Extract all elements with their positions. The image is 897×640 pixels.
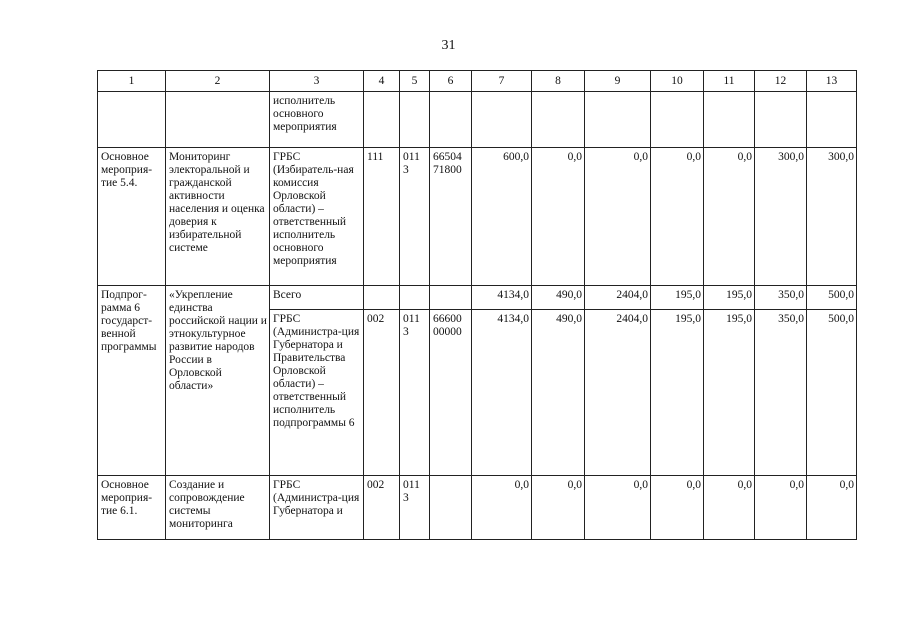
value-cell: 350,0 bbox=[755, 286, 807, 310]
section-code-cell: 011 3 bbox=[400, 310, 430, 476]
table-cell bbox=[532, 92, 585, 148]
program-label-cell: Основное мероприя-тие 6.1. bbox=[98, 476, 166, 540]
table-cell bbox=[98, 92, 166, 148]
program-title-cell: Мониторинг электоральной и гражданской активности населения и оценка доверия к избирательной системе bbox=[166, 148, 270, 286]
table-cell bbox=[807, 92, 857, 148]
grbs-code-cell: 111 bbox=[364, 148, 400, 286]
value-cell: 2404,0 bbox=[585, 310, 651, 476]
value-cell: 0,0 bbox=[532, 476, 585, 540]
value-cell: 195,0 bbox=[704, 310, 755, 476]
value-cell: 350,0 bbox=[755, 310, 807, 476]
grbs-code-cell: 002 bbox=[364, 310, 400, 476]
grbs-code-cell: 002 bbox=[364, 476, 400, 540]
table-cell bbox=[364, 286, 400, 310]
executor-cell: исполнитель основного мероприятия bbox=[270, 92, 364, 148]
value-cell: 0,0 bbox=[472, 476, 532, 540]
table-cell bbox=[430, 286, 472, 310]
budget-table bbox=[97, 70, 857, 540]
value-cell: 500,0 bbox=[807, 286, 857, 310]
value-cell: 195,0 bbox=[651, 286, 704, 310]
table-cell bbox=[166, 92, 270, 148]
table-cell bbox=[755, 92, 807, 148]
value-cell: 0,0 bbox=[651, 148, 704, 286]
target-code-cell: 66504 71800 bbox=[430, 148, 472, 286]
executor-cell: Всего bbox=[270, 286, 364, 310]
value-cell: 300,0 bbox=[755, 148, 807, 286]
header-cell: 6 bbox=[430, 71, 472, 92]
table-cell bbox=[704, 92, 755, 148]
value-cell: 0,0 bbox=[651, 476, 704, 540]
table-cell bbox=[400, 286, 430, 310]
header-row bbox=[98, 71, 857, 92]
header-cell: 7 bbox=[472, 71, 532, 92]
value-cell: 0,0 bbox=[704, 476, 755, 540]
table-cell bbox=[430, 476, 472, 540]
value-cell: 195,0 bbox=[651, 310, 704, 476]
table-row bbox=[98, 92, 857, 148]
table-cell bbox=[400, 92, 430, 148]
header-cell: 5 bbox=[400, 71, 430, 92]
table-cell bbox=[651, 92, 704, 148]
section-code-cell: 011 3 bbox=[400, 476, 430, 540]
header-cell: 9 bbox=[585, 71, 651, 92]
header-cell: 8 bbox=[532, 71, 585, 92]
value-cell: 600,0 bbox=[472, 148, 532, 286]
value-cell: 490,0 bbox=[532, 286, 585, 310]
header-cell: 11 bbox=[704, 71, 755, 92]
header-cell: 4 bbox=[364, 71, 400, 92]
value-cell: 0,0 bbox=[704, 148, 755, 286]
value-cell: 0,0 bbox=[585, 148, 651, 286]
value-cell: 0,0 bbox=[755, 476, 807, 540]
header-cell: 3 bbox=[270, 71, 364, 92]
value-cell: 490,0 bbox=[532, 310, 585, 476]
value-cell: 0,0 bbox=[585, 476, 651, 540]
executor-cell: ГРБС (Администра-ция Губернатора и Правительства Орловской области) – ответственный исполнитель подпрограммы 6 bbox=[270, 310, 364, 476]
table-cell bbox=[364, 92, 400, 148]
value-cell: 0,0 bbox=[532, 148, 585, 286]
header-cell: 2 bbox=[166, 71, 270, 92]
value-cell: 4134,0 bbox=[472, 286, 532, 310]
value-cell: 2404,0 bbox=[585, 286, 651, 310]
target-code-cell: 66600 00000 bbox=[430, 310, 472, 476]
table-row bbox=[98, 476, 857, 540]
table-cell bbox=[472, 92, 532, 148]
value-cell: 300,0 bbox=[807, 148, 857, 286]
table-row bbox=[98, 148, 857, 286]
table-cell bbox=[430, 92, 472, 148]
value-cell: 4134,0 bbox=[472, 310, 532, 476]
value-cell: 0,0 bbox=[807, 476, 857, 540]
value-cell: 500,0 bbox=[807, 310, 857, 476]
header-cell: 12 bbox=[755, 71, 807, 92]
program-label-cell: Основное мероприя-тие 5.4. bbox=[98, 148, 166, 286]
value-cell: 195,0 bbox=[704, 286, 755, 310]
table-row bbox=[98, 286, 857, 310]
program-title-cell: «Укрепление единства российской нации и этнокультурное развитие народов России в Орловской области» bbox=[166, 286, 270, 476]
program-label-cell: Подпрог-рамма 6 государст-венной программы bbox=[98, 286, 166, 476]
header-cell: 1 bbox=[98, 71, 166, 92]
page-number: 31 bbox=[441, 38, 456, 53]
header-cell: 13 bbox=[807, 71, 857, 92]
table-cell bbox=[585, 92, 651, 148]
section-code-cell: 011 3 bbox=[400, 148, 430, 286]
program-title-cell: Создание и сопровождение системы мониторинга bbox=[166, 476, 270, 540]
executor-cell: ГРБС (Избиратель-ная комиссия Орловской области) – ответственный исполнитель основного мероприятия bbox=[270, 148, 364, 286]
header-cell: 10 bbox=[651, 71, 704, 92]
executor-cell: ГРБС (Администра-ция Губернатора и bbox=[270, 476, 364, 540]
